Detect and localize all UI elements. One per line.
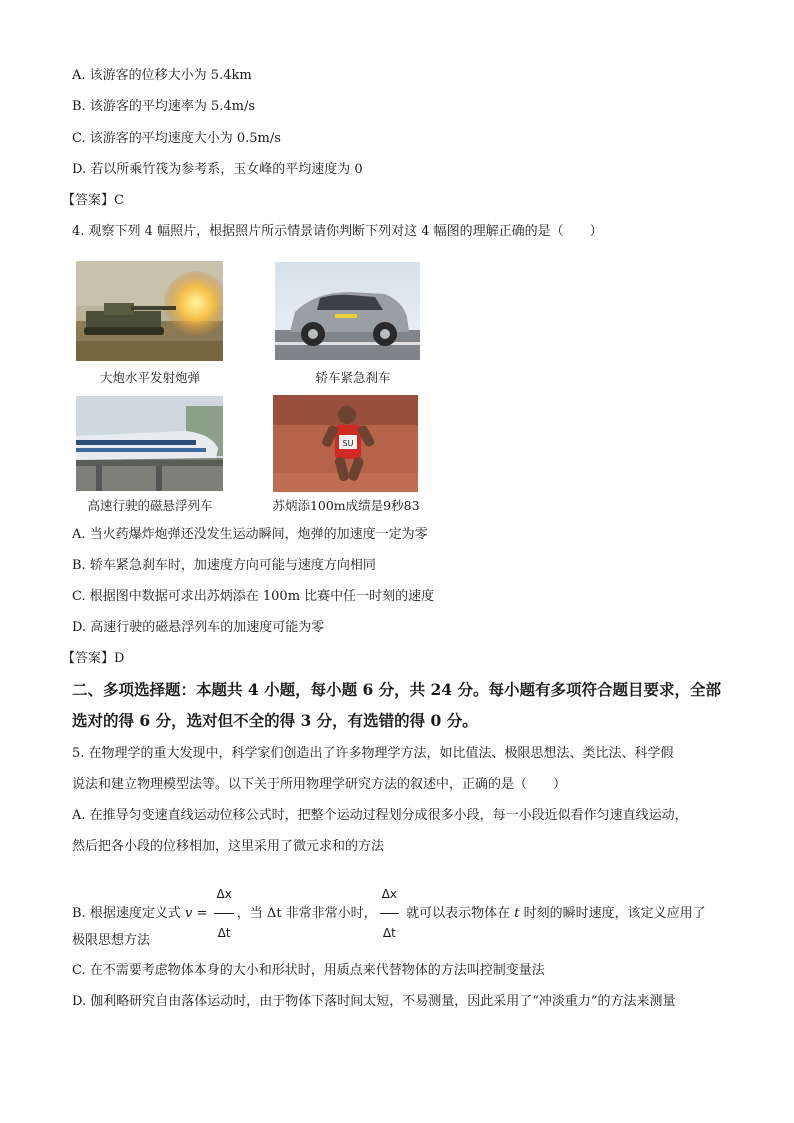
equals-sign: = (192, 906, 212, 921)
q5-option-b-post1: 就可以表示物体在 (402, 906, 515, 921)
sprinter-photo (273, 395, 418, 492)
q4-option-a: A. 当火药爆炸炮弹还没发生运动瞬间，炮弹的加速度一定为零 (72, 527, 428, 542)
sprinter-bib-text: SU (342, 439, 354, 448)
velocity-fraction-2 (380, 875, 399, 952)
q5-option-a-line1: A. 在推导匀变速直线运动位移公式时，把整个运动过程划分成很多小段，每一小段近似看作匀速直线运动， (72, 808, 688, 823)
caption-car: 轿车紧急刹车 (315, 370, 391, 385)
q5-option-a-line2: 然后把各小段的位移相加，这里采用了微元求和的方法 (72, 839, 385, 854)
fraction-denominator: Δt (382, 926, 396, 940)
car-braking-photo (275, 262, 420, 360)
q5-option-b-prefix: B. 根据速度定义式 (72, 906, 185, 921)
q4-option-c: C. 根据图中数据可求出苏炳添在 100m 比赛中任一时刻的速度 (72, 589, 435, 604)
q5-stem-line2: 说法和建立物理模型法等。以下关于所用物理学研究方法的叙述中，正确的是（ ） (72, 777, 567, 792)
fraction-denominator: Δt (217, 926, 231, 940)
q5-option-c: C. 在不需要考虑物体本身的大小和形状时，用质点来代替物体的方法叫控制变量法 (72, 963, 545, 978)
q5-option-b-line1 (72, 875, 706, 952)
maglev-train-photo (76, 396, 223, 491)
q5-option-b-middle: ，当 Δt 非常非常小时， (236, 906, 377, 921)
q5-option-b-line2: 极限思想方法 (72, 933, 151, 948)
q5-stem-line1: 5. 在物理学的重大发现中，科学家们创造出了许多物理学方法，如比值法、极限思想法、类比法、科学假 (72, 746, 674, 761)
tank-firing-photo (76, 261, 223, 361)
q5-option-b-post2: 时刻的瞬时速度，该定义应用了 (519, 906, 706, 921)
q4-option-d: D. 高速行驶的磁悬浮列车的加速度可能为零 (72, 620, 325, 635)
velocity-fraction-1 (214, 875, 233, 952)
q4-stem: 4. 观察下列 4 幅照片，根据照片所示情景请你判断下列对这 4 幅图的理解正确的是（ ） (72, 224, 603, 239)
section2-heading-line2: 选对的得 6 分，选对但不全的得 3 分，有选错的得 0 分。 (72, 711, 478, 730)
fraction-numerator: Δx (214, 875, 233, 914)
q5-option-d: D. 伽利略研究自由落体运动时，由于物体下落时间太短，不易测量，因此采用了“冲淡重力”的方法来测量 (72, 994, 676, 1009)
q4-option-b: B. 轿车紧急刹车时，加速度方向可能与速度方向相同 (72, 558, 376, 573)
caption-sprinter: 苏炳添100m成绩是9秒83 (272, 498, 420, 513)
q4-answer: 【答案】D (62, 651, 125, 666)
q3-option-a: A. 该游客的位移大小为 5.4km (72, 68, 252, 83)
q3-option-c: C. 该游客的平均速度大小为 0.5m/s (72, 131, 281, 146)
q3-option-b: B. 该游客的平均速率为 5.4m/s (72, 99, 256, 114)
fraction-numerator: Δx (380, 875, 399, 914)
velocity-symbol: v (184, 906, 193, 921)
q3-option-d: D. 若以所乘竹筏为参考系，玉女峰的平均速度为 0 (72, 162, 363, 177)
caption-cannon: 大炮水平发射炮弹 (99, 370, 200, 385)
caption-maglev: 高速行驶的磁悬浮列车 (87, 498, 213, 513)
time-symbol: t (514, 906, 520, 921)
q3-answer: 【答案】C (62, 193, 124, 208)
section2-heading-line1: 二、多项选择题：本题共 4 小题，每小题 6 分，共 24 分。每小题有多项符合题目要求，全部 (72, 680, 722, 699)
